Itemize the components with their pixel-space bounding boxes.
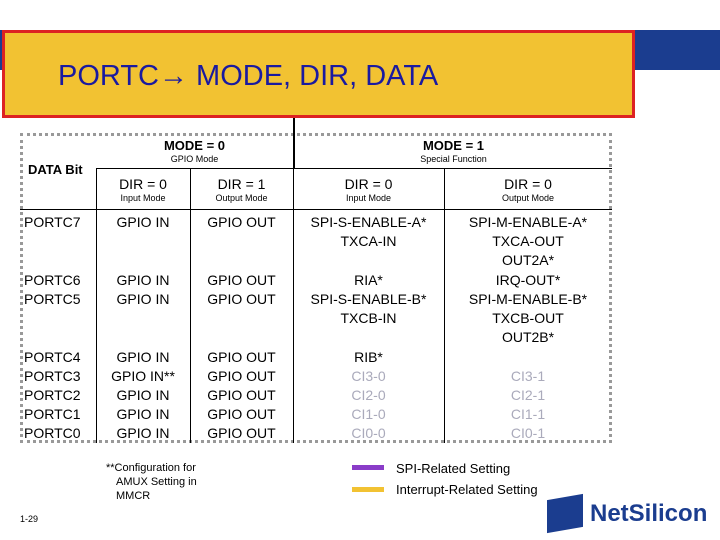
interrupt-legend-label: Interrupt-Related Setting	[396, 482, 538, 497]
dir-header: DIR = 0	[344, 176, 393, 192]
cell-value: SPI-M-ENABLE-A*	[468, 214, 588, 230]
spi-legend-swatch	[352, 465, 384, 470]
cell-value: GPIO IN**	[111, 368, 175, 384]
cell-value: CI2-1	[510, 387, 546, 403]
cell-value: CI1-0	[351, 406, 386, 422]
mode0-sub: GPIO Mode	[170, 154, 219, 164]
cell-value: CI0-0	[351, 425, 386, 441]
cell-value: GPIO OUT	[207, 272, 276, 288]
cell-value: SPI-M-ENABLE-B*	[468, 291, 588, 307]
cell-value: RIA*	[354, 272, 383, 288]
bit-label: PORTC3	[24, 368, 81, 384]
netsilicon-logo-icon	[547, 494, 583, 533]
cell-value: TXCB-IN	[340, 310, 397, 326]
cell-value: IRQ-OUT*	[495, 272, 561, 288]
dir-header: DIR = 1	[217, 176, 266, 192]
bit-label: PORTC1	[24, 406, 81, 422]
footnote-line: AMUX Setting in	[116, 476, 197, 488]
bit-label: PORTC0	[24, 425, 81, 441]
cell-value: RIB*	[354, 349, 383, 365]
dir-header: DIR = 0	[504, 176, 552, 192]
dir-sub: Input Mode	[120, 193, 166, 203]
cell-value: GPIO OUT	[207, 349, 276, 365]
footnote-line: MMCR	[116, 490, 151, 502]
bit-label: PORTC7	[24, 214, 81, 230]
mode1-sub: Special Function	[420, 154, 487, 164]
cell-value: GPIO OUT	[207, 406, 276, 422]
cell-value: GPIO IN	[116, 214, 170, 230]
cell-value: SPI-S-ENABLE-B*	[310, 291, 427, 307]
cell-value: GPIO IN	[116, 272, 170, 288]
bit-label: PORTC5	[24, 291, 81, 307]
bit-label: PORTC6	[24, 272, 81, 288]
cell-value: TXCB-OUT	[492, 310, 564, 326]
cell-value: OUT2A*	[501, 252, 555, 268]
cell-value: CI3-0	[351, 368, 386, 384]
footnote-line: **Configuration for	[106, 462, 196, 474]
interrupt-legend-swatch	[352, 487, 384, 492]
dir-sub: Input Mode	[345, 193, 392, 203]
cell-value: CI2-0	[351, 387, 386, 403]
mode1-label: MODE = 1	[422, 138, 485, 153]
cell-value: GPIO OUT	[207, 425, 276, 441]
cell-value: SPI-S-ENABLE-A*	[310, 214, 427, 230]
mode0-label: MODE = 0	[163, 138, 226, 153]
cell-value: GPIO IN	[116, 387, 170, 403]
slide-title: PORTC→ MODE, DIR, DATA	[58, 60, 439, 92]
cell-value: GPIO IN	[116, 425, 170, 441]
cell-value: GPIO OUT	[207, 387, 276, 403]
bit-label: PORTC4	[24, 349, 81, 365]
spi-legend-label: SPI-Related Setting	[396, 461, 511, 476]
cell-value: OUT2B*	[501, 329, 555, 345]
data-bit-header: DATA Bit	[28, 162, 83, 177]
dir-sub: Output Mode	[501, 193, 555, 203]
cell-value: CI1-1	[510, 406, 546, 422]
bit-label: PORTC2	[24, 387, 81, 403]
cell-value: GPIO OUT	[207, 368, 276, 384]
divider	[96, 168, 612, 169]
cell-value: GPIO IN	[116, 349, 170, 365]
page-number: 1-29	[20, 514, 39, 524]
divider	[20, 209, 612, 210]
cell-value: CI0-1	[510, 425, 546, 441]
cell-value: GPIO IN	[116, 291, 170, 307]
logo-text: NetSilicon	[590, 500, 708, 527]
cell-value: GPIO OUT	[207, 214, 276, 230]
cell-value: TXCA-IN	[340, 233, 397, 249]
dir-header: DIR = 0	[119, 176, 167, 192]
cell-value: CI3-1	[510, 368, 546, 384]
dir-sub: Output Mode	[215, 193, 268, 203]
cell-value: TXCA-OUT	[492, 233, 564, 249]
cell-value: GPIO OUT	[207, 291, 276, 307]
cell-value: GPIO IN	[116, 406, 170, 422]
